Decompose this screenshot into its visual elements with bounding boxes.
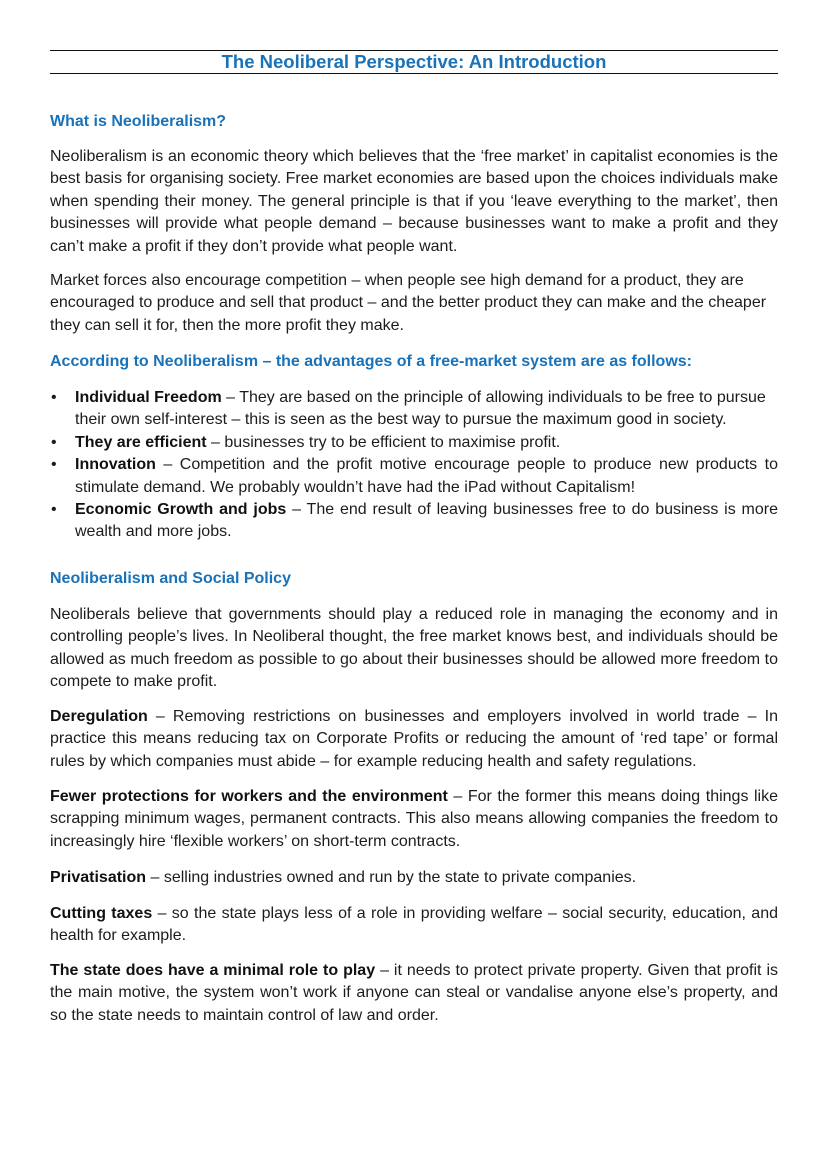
heading-what-is-neoliberalism: What is Neoliberalism? xyxy=(50,113,227,130)
paragraph-fewer-protections xyxy=(50,786,778,853)
title-bar xyxy=(50,50,778,74)
bullet-term: Economic Growth and jobs xyxy=(75,501,287,519)
bullet-text: – They are based on the principle of allowing individuals to be free to pursue their own self-interest – this is seen as the best way to pursue the maximum good in society. xyxy=(75,389,766,429)
term-minimal-state: The state does have a minimal role to play xyxy=(50,962,376,979)
document-page xyxy=(50,50,779,1024)
list-item xyxy=(50,387,778,432)
paragraph-privatisation xyxy=(50,867,778,889)
bullet-icon: • xyxy=(51,456,57,474)
bullet-text: – businesses try to be efficient to maximise profit. xyxy=(206,433,561,451)
paragraph-deregulation xyxy=(50,706,778,773)
term-fewer-protections: Fewer protections for workers and the environment xyxy=(50,788,448,805)
list-item xyxy=(50,499,778,544)
definition-text: – For the former this means doing things like scrapping minimum wages, permanent contracts. This also means allowing companies the freedom to increasingly hire ‘flexible workers’ on short-term contracts. xyxy=(50,788,779,850)
term-cutting-taxes: Cutting taxes xyxy=(50,905,153,922)
list-item xyxy=(50,432,778,454)
bullet-term: Innovation xyxy=(75,456,156,474)
advantages-list xyxy=(50,387,778,544)
term-privatisation: Privatisation xyxy=(50,869,147,886)
list-item xyxy=(50,454,778,499)
bullet-icon: • xyxy=(51,501,57,519)
paragraph-minimal-state xyxy=(50,960,778,1027)
bullet-text: – Competition and the profit motive encourage people to produce new products to stimulate demand. We probably wouldn’t have had the iPad without Capitalism! xyxy=(75,456,778,496)
bullet-text: – The end result of leaving businesses free to do business is more wealth and more jobs. xyxy=(75,501,779,541)
heading-advantages: According to Neoliberalism – the advantages of a free-market system are as follows: xyxy=(50,353,692,370)
page-title: The Neoliberal Perspective: An Introduction xyxy=(221,51,607,72)
heading-social-policy: Neoliberalism and Social Policy xyxy=(50,570,291,587)
bullet-term: Individual Freedom xyxy=(75,389,222,406)
bullet-icon: • xyxy=(51,389,57,406)
paragraph-definition: Neoliberalism is an economic theory which believes that the ‘free market’ in capitalist economies is the best basis for organising society. Free market economies are based upon the choices individuals make when spending their money. The general principle is that if you ‘leave everything to the market’, then businesses will provide what people demand – because businesses want to make a profit and they can’t make a profit if they don’t provide what people want. xyxy=(50,148,778,255)
paragraph-cutting-taxes xyxy=(50,903,778,948)
definition-text: – so the state plays less of a role in providing welfare – social security, education, and health for example. xyxy=(50,905,779,945)
definition-text: – selling industries owned and run by the state to private companies. xyxy=(146,869,637,886)
paragraph-social-policy-intro: Neoliberals believe that governments should play a reduced role in managing the economy and in controlling people’s lives. In Neoliberal thought, the free market knows best, and individuals should be allowed as much freedom as possible to go about their businesses should be allowed more freedom to compete to make profit. xyxy=(50,606,778,691)
definition-text: – Removing restrictions on businesses and employers involved in world trade – In practice this means reducing tax on Corporate Profits or reducing the amount of ‘red tape’ or formal rules by which companies must abide – for example reducing health and safety regulations. xyxy=(50,708,778,770)
paragraph-market-forces: Market forces also encourage competition – when people see high demand for a product, they are encouraged to produce and sell that product – and the better product they can make and the cheaper they can sell it for, then the more profit they make. xyxy=(50,272,767,334)
bullet-icon: • xyxy=(51,433,57,451)
bullet-term: They are efficient xyxy=(75,433,207,451)
term-deregulation: Deregulation xyxy=(50,708,148,725)
definition-text: – it needs to protect private property. Given that profit is the main motive, the system won’t work if anyone can steal or vandalise anyone else’s property, and so the state needs to maintain control of law and order. xyxy=(50,962,778,1024)
